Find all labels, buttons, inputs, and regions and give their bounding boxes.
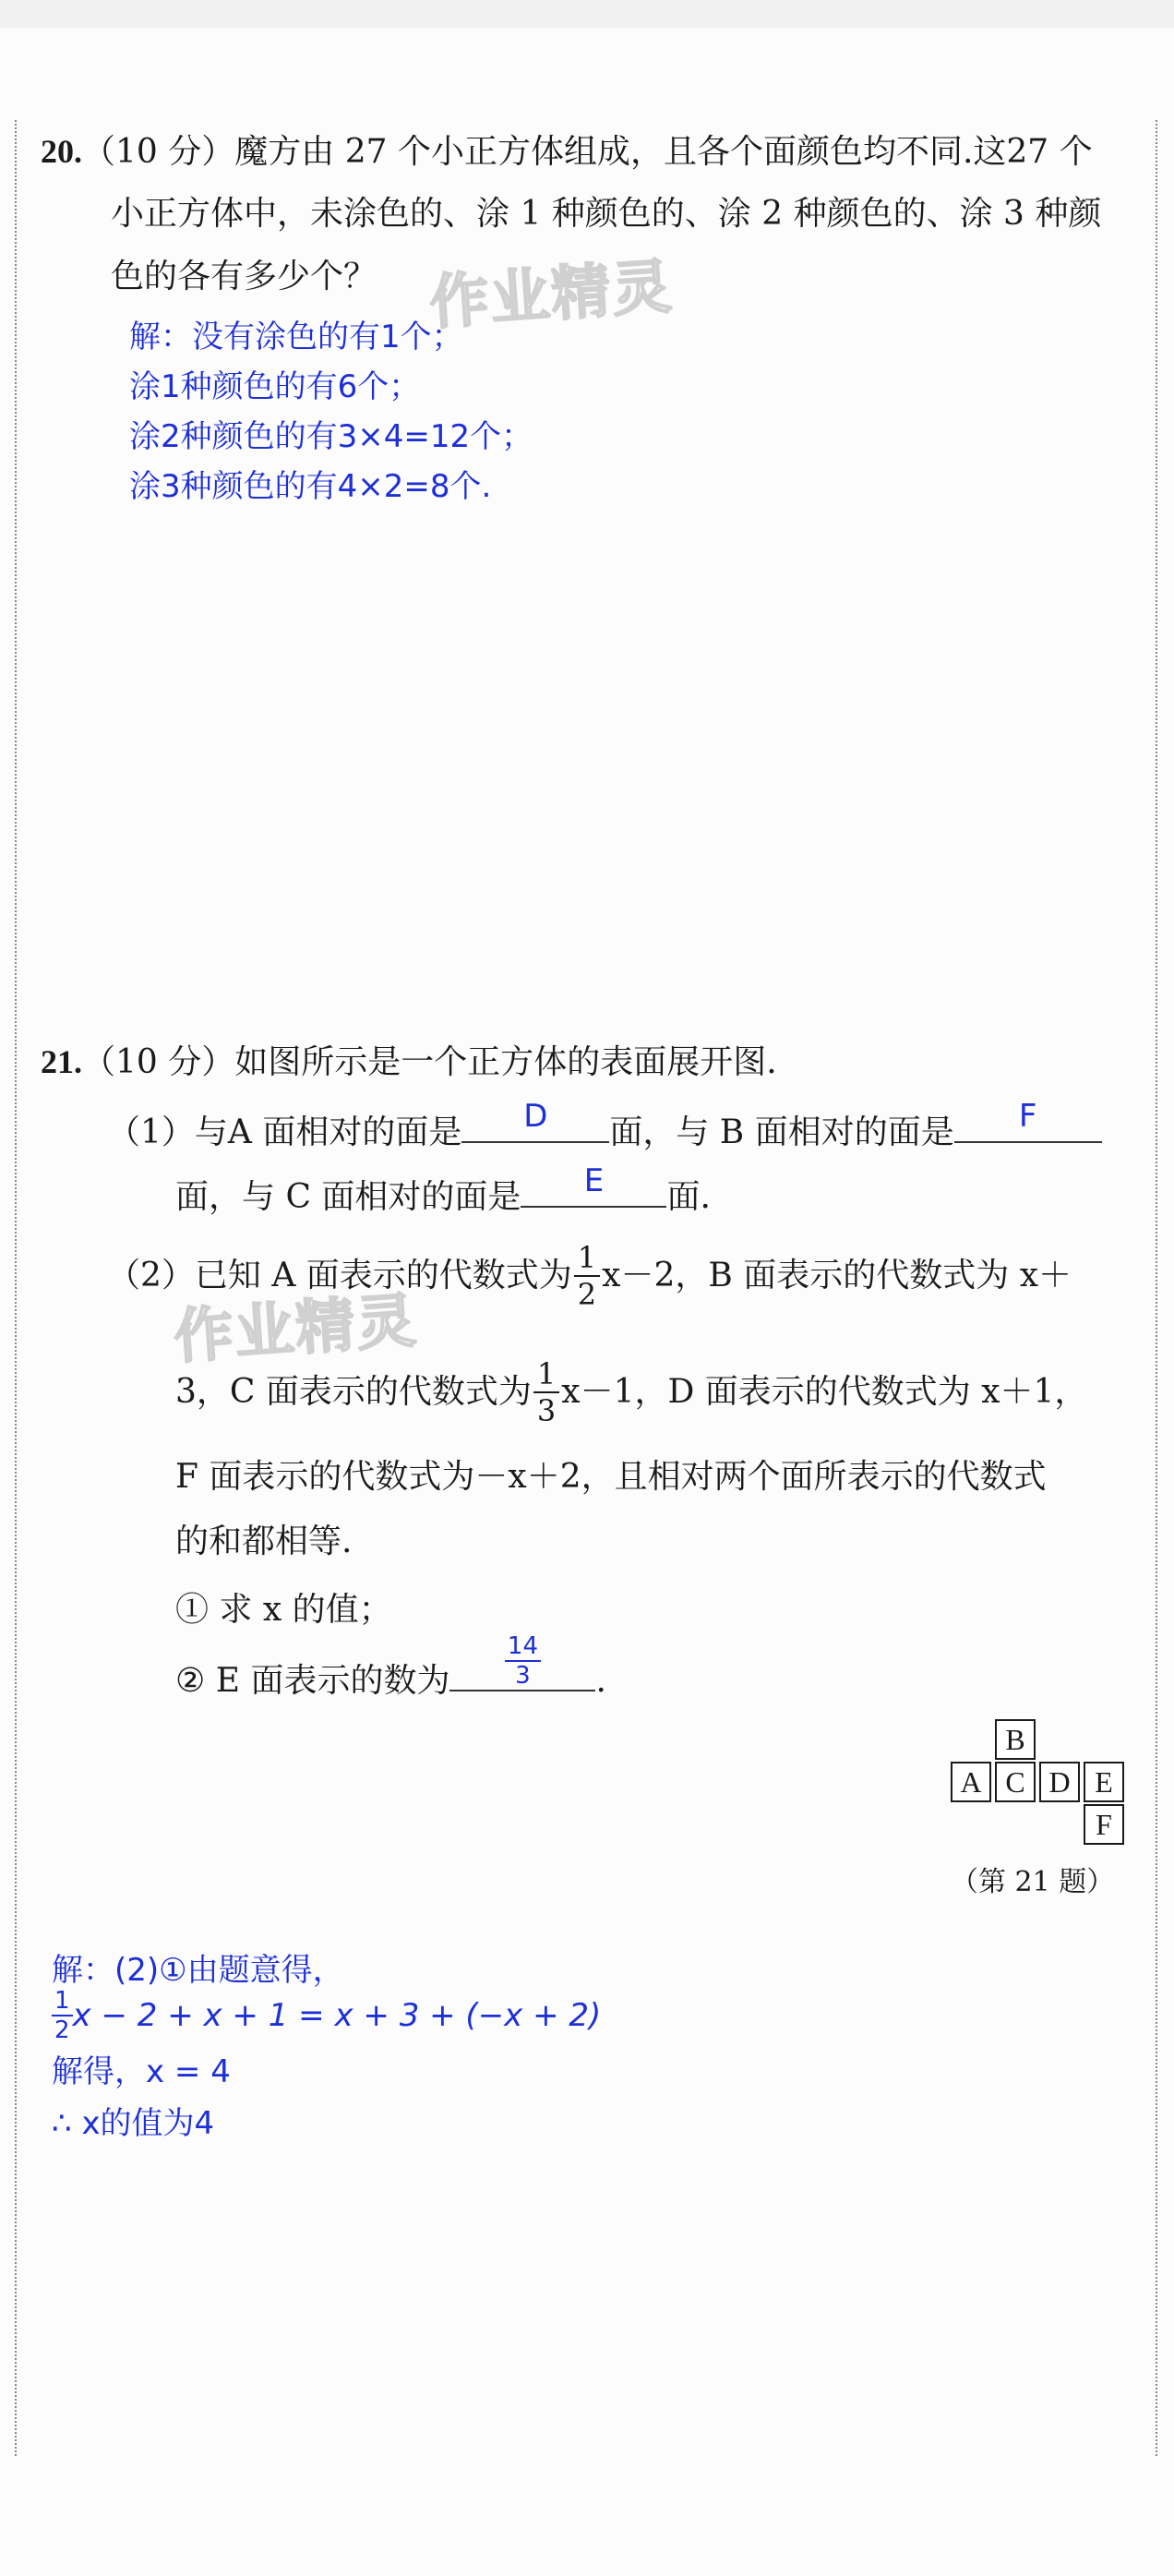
q21-p1-text-d: 面. [666, 1178, 711, 1216]
q21-stem: （10 分）如图所示是一个正方体的表面展开图. [82, 1043, 777, 1081]
q21-p1-text-a: （1）与A 面相对的面是 [107, 1113, 462, 1151]
q21-p1-text-b: 面，与 B 面相对的面是 [609, 1113, 954, 1151]
q21-q2-text: ② E 面表示的数为 [175, 1662, 450, 1700]
q21-p2-text-1b: x－2，B 面表示的代数式为 x＋ [602, 1257, 1072, 1294]
q20-line1 [41, 135, 1093, 169]
q21-part2-line2 [175, 1355, 1087, 1429]
q20-line3: 色的各有多少个？ [111, 258, 377, 295]
q21-number: 21. [41, 1043, 82, 1080]
q21-p2-text-2b: x－1，D 面表示的代数式为 x＋1， [561, 1373, 1088, 1411]
q21-p2-text-2a: 3，C 面表示的代数式为 [175, 1373, 532, 1411]
answer-c-opposite: E [583, 1162, 605, 1199]
q21-sub-question-1: ① 求 x 的值； [175, 1591, 392, 1629]
net-face-b: B [995, 1719, 1036, 1760]
figure-caption: （第 21 题） [951, 1866, 1115, 1898]
watermark-2: 作业精灵 [172, 1286, 420, 1373]
net-face-a: A [951, 1762, 991, 1802]
fraction-one-half [574, 1240, 600, 1312]
fraction-numerator: 1 [533, 1359, 559, 1393]
q20-answer-4: 涂3种颜色的有4×2=8个. [129, 468, 492, 505]
q20-answer-1: 解：没有涂色的有1个； [129, 319, 463, 355]
answer-b-opposite: F [1018, 1098, 1037, 1135]
q20-answer-2: 涂1种颜色的有6个； [129, 368, 421, 405]
q20-line2: 小正方体中，未涂色的、涂 1 种颜色的、涂 2 种颜色的、涂 3 种颜 [111, 195, 1102, 233]
fraction-one-third [533, 1356, 559, 1428]
left-dotted-margin [15, 120, 17, 2456]
solution-line-4: ∴ x的值为4 [52, 2105, 215, 2142]
answer-blank-a-opposite[interactable] [461, 1098, 609, 1143]
q21-part1-line2 [175, 1162, 711, 1216]
fraction-denominator: 2 [54, 2016, 70, 2044]
solution-fraction-half [52, 1989, 73, 2042]
solution-line-3: 解得，x = 4 [52, 2053, 231, 2090]
q21-q2-period: . [595, 1662, 606, 1700]
fraction-denominator: 2 [577, 1277, 597, 1312]
cube-net-figure [951, 1719, 1126, 1848]
solution-line-1: 解：(2)①由题意得， [52, 1952, 344, 1989]
answer-blank-b-opposite[interactable] [954, 1098, 1102, 1143]
q21-p2-text-1a: （2）已知 A 面表示的代数式为 [107, 1257, 572, 1294]
q21-sub-question-2 [175, 1632, 606, 1700]
q20-text-1: （10 分）魔方由 27 个小正方体组成，且各个面颜色均不同.这27 个 [82, 133, 1093, 171]
q21-part2-line3: F 面表示的代数式为－x＋2，且相对两个面所表示的代数式 [175, 1458, 1047, 1496]
q21-stem-line [41, 1045, 777, 1079]
q21-part2-line4: 的和都相等. [175, 1523, 353, 1560]
right-dotted-margin [1156, 120, 1157, 2456]
top-margin-band [0, 0, 1174, 28]
answer-fraction [505, 1634, 541, 1688]
watermark: 作业精灵 [427, 252, 676, 339]
q20-number: 20. [41, 133, 82, 170]
q21-p1-text-c: 面，与 C 面相对的面是 [175, 1178, 521, 1216]
fraction-numerator: 1 [574, 1243, 600, 1277]
net-face-c: C [995, 1762, 1036, 1802]
fraction-denominator: 3 [515, 1662, 531, 1690]
answer-blank-c-opposite[interactable] [521, 1162, 666, 1208]
fraction-denominator: 3 [536, 1393, 557, 1428]
fraction-numerator: 1 [52, 1989, 73, 2016]
solution-equation: x − 2 + x + 1 = x + 3 + (−x + 2) [72, 1997, 602, 2034]
answer-blank-e-value[interactable] [449, 1632, 595, 1691]
fraction-numerator: 14 [505, 1634, 541, 1662]
net-face-f: F [1084, 1804, 1124, 1845]
q21-part1-line1 [107, 1098, 1102, 1151]
answer-a-opposite: D [523, 1098, 548, 1135]
solution-line-2 [52, 1989, 601, 2042]
net-face-e: E [1084, 1762, 1124, 1802]
net-face-d: D [1039, 1762, 1080, 1802]
q20-answer-3: 涂2种颜色的有3×4=12个； [129, 418, 533, 455]
answer-e-value [449, 1634, 595, 1688]
